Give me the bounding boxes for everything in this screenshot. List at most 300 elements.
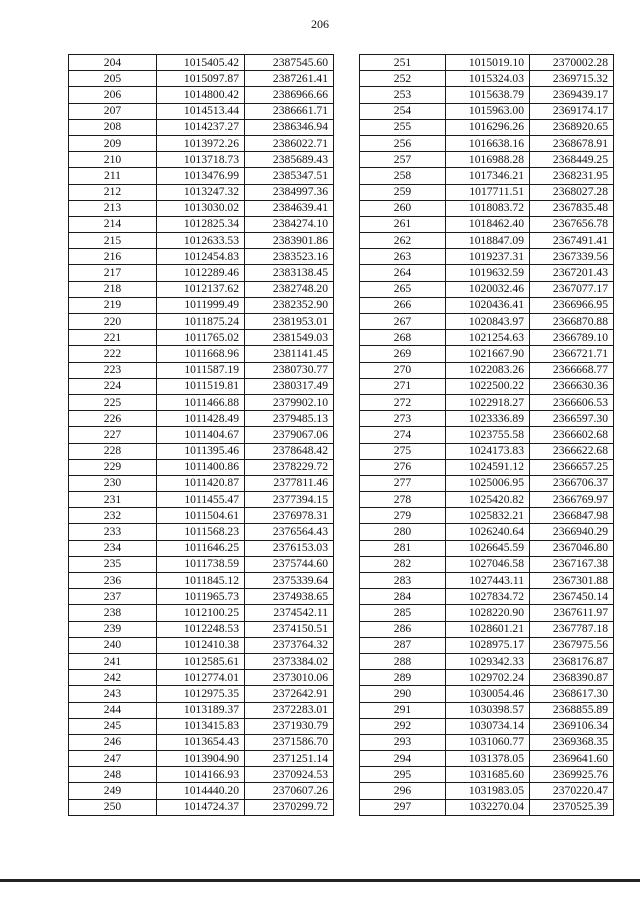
y-coordinate-cell: 2374542.11 [245, 605, 334, 621]
table-row [69, 540, 334, 556]
x-coordinate-cell: 1011400.86 [157, 459, 245, 475]
y-coordinate-cell: 2367167.38 [530, 556, 614, 572]
y-coordinate-cell: 2380730.77 [245, 362, 334, 378]
y-coordinate-cell: 2382748.20 [245, 281, 334, 297]
x-coordinate-cell: 1014724.37 [157, 799, 245, 815]
point-number-cell: 266 [360, 297, 446, 313]
x-coordinate-cell: 1011646.25 [157, 540, 245, 556]
point-number-cell: 253 [360, 87, 446, 103]
point-number-cell: 254 [360, 103, 446, 119]
x-coordinate-cell: 1028975.17 [446, 637, 530, 653]
y-coordinate-cell: 2386661.71 [245, 103, 334, 119]
point-number-cell: 241 [69, 653, 157, 669]
point-number-cell: 286 [360, 621, 446, 637]
point-number-cell: 258 [360, 168, 446, 184]
x-coordinate-cell: 1011875.24 [157, 314, 245, 330]
y-coordinate-cell: 2377394.15 [245, 492, 334, 508]
point-number-cell: 257 [360, 152, 446, 168]
x-coordinate-cell: 1011765.02 [157, 330, 245, 346]
x-coordinate-cell: 1011965.73 [157, 589, 245, 605]
y-coordinate-cell: 2367975.56 [530, 637, 614, 653]
table-row [69, 184, 334, 200]
table-row [360, 233, 614, 249]
table-row [69, 346, 334, 362]
y-coordinate-cell: 2368231.95 [530, 168, 614, 184]
table-row [360, 281, 614, 297]
y-coordinate-cell: 2386966.66 [245, 87, 334, 103]
point-number-cell: 205 [69, 71, 157, 87]
y-coordinate-cell: 2372642.91 [245, 686, 334, 702]
y-coordinate-cell: 2376153.03 [245, 540, 334, 556]
y-coordinate-cell: 2368855.89 [530, 702, 614, 718]
table-row [69, 394, 334, 410]
x-coordinate-cell: 1029342.33 [446, 653, 530, 669]
y-coordinate-cell: 2385689.43 [245, 152, 334, 168]
point-number-cell: 283 [360, 573, 446, 589]
point-number-cell: 233 [69, 524, 157, 540]
x-coordinate-cell: 1015324.03 [446, 71, 530, 87]
table-row [360, 135, 614, 151]
point-number-cell: 260 [360, 200, 446, 216]
table-row [360, 670, 614, 686]
table-row [360, 767, 614, 783]
y-coordinate-cell: 2369925.76 [530, 767, 614, 783]
table-row [69, 411, 334, 427]
x-coordinate-cell: 1012774.01 [157, 670, 245, 686]
x-coordinate-cell: 1015405.42 [157, 55, 245, 71]
x-coordinate-cell: 1031378.05 [446, 751, 530, 767]
table-row [360, 103, 614, 119]
point-number-cell: 284 [360, 589, 446, 605]
y-coordinate-cell: 2369174.17 [530, 103, 614, 119]
x-coordinate-cell: 1013904.90 [157, 751, 245, 767]
y-coordinate-cell: 2367787.18 [530, 621, 614, 637]
table-row [69, 702, 334, 718]
table-row [69, 686, 334, 702]
point-number-cell: 269 [360, 346, 446, 362]
y-coordinate-cell: 2366606.53 [530, 394, 614, 410]
x-coordinate-cell: 1031060.77 [446, 734, 530, 750]
x-coordinate-cell: 1014237.27 [157, 119, 245, 135]
table-row [69, 297, 334, 313]
y-coordinate-cell: 2379485.13 [245, 411, 334, 427]
x-coordinate-cell: 1013972.26 [157, 135, 245, 151]
y-coordinate-cell: 2370924.53 [245, 767, 334, 783]
point-number-cell: 220 [69, 314, 157, 330]
y-coordinate-cell: 2383901.86 [245, 233, 334, 249]
table-row [69, 443, 334, 459]
point-number-cell: 267 [360, 314, 446, 330]
point-number-cell: 210 [69, 152, 157, 168]
x-coordinate-cell: 1022083.26 [446, 362, 530, 378]
x-coordinate-cell: 1012975.35 [157, 686, 245, 702]
x-coordinate-cell: 1025832.21 [446, 508, 530, 524]
y-coordinate-cell: 2366602.68 [530, 427, 614, 443]
table-row [360, 265, 614, 281]
x-coordinate-cell: 1025420.82 [446, 492, 530, 508]
table-row [69, 281, 334, 297]
y-coordinate-cell: 2384997.36 [245, 184, 334, 200]
y-coordinate-cell: 2366721.71 [530, 346, 614, 362]
table-row [360, 330, 614, 346]
y-coordinate-cell: 2379902.10 [245, 394, 334, 410]
table-row [69, 573, 334, 589]
table-row [69, 135, 334, 151]
page-number: 206 [311, 17, 329, 31]
y-coordinate-cell: 2379067.06 [245, 427, 334, 443]
point-number-cell: 240 [69, 637, 157, 653]
x-coordinate-cell: 1015963.00 [446, 103, 530, 119]
point-number-cell: 297 [360, 799, 446, 815]
x-coordinate-cell: 1017711.51 [446, 184, 530, 200]
point-number-cell: 251 [360, 55, 446, 71]
x-coordinate-cell: 1020436.41 [446, 297, 530, 313]
point-number-cell: 264 [360, 265, 446, 281]
x-coordinate-cell: 1011738.59 [157, 556, 245, 572]
table-row [69, 216, 334, 232]
y-coordinate-cell: 2381141.45 [245, 346, 334, 362]
point-number-cell: 237 [69, 589, 157, 605]
table-row [69, 524, 334, 540]
x-coordinate-cell: 1012100.25 [157, 605, 245, 621]
point-number-cell: 209 [69, 135, 157, 151]
x-coordinate-cell: 1011428.49 [157, 411, 245, 427]
y-coordinate-cell: 2371930.79 [245, 718, 334, 734]
table-row [360, 718, 614, 734]
point-number-cell: 206 [69, 87, 157, 103]
x-coordinate-cell: 1022500.22 [446, 378, 530, 394]
y-coordinate-cell: 2375744.60 [245, 556, 334, 572]
table-row [69, 556, 334, 572]
table-row [69, 330, 334, 346]
table-row [360, 184, 614, 200]
table-row [360, 314, 614, 330]
y-coordinate-cell: 2377811.46 [245, 475, 334, 491]
x-coordinate-cell: 1012248.53 [157, 621, 245, 637]
y-coordinate-cell: 2367046.80 [530, 540, 614, 556]
y-coordinate-cell: 2385347.51 [245, 168, 334, 184]
x-coordinate-cell: 1012585.61 [157, 653, 245, 669]
x-coordinate-cell: 1028601.21 [446, 621, 530, 637]
table-row [69, 637, 334, 653]
x-coordinate-cell: 1024591.12 [446, 459, 530, 475]
y-coordinate-cell: 2366706.37 [530, 475, 614, 491]
table-row [360, 362, 614, 378]
table-row [360, 394, 614, 410]
table-row [69, 589, 334, 605]
x-coordinate-cell: 1018462.40 [446, 216, 530, 232]
point-number-cell: 273 [360, 411, 446, 427]
x-coordinate-cell: 1013718.73 [157, 152, 245, 168]
y-coordinate-cell: 2381953.01 [245, 314, 334, 330]
y-coordinate-cell: 2374938.65 [245, 589, 334, 605]
point-number-cell: 259 [360, 184, 446, 200]
point-number-cell: 211 [69, 168, 157, 184]
y-coordinate-cell: 2367450.14 [530, 589, 614, 605]
y-coordinate-cell: 2366847.98 [530, 508, 614, 524]
point-number-cell: 230 [69, 475, 157, 491]
y-coordinate-cell: 2373010.06 [245, 670, 334, 686]
x-coordinate-cell: 1016296.26 [446, 119, 530, 135]
point-number-cell: 219 [69, 297, 157, 313]
point-number-cell: 231 [69, 492, 157, 508]
point-number-cell: 229 [69, 459, 157, 475]
point-number-cell: 214 [69, 216, 157, 232]
point-number-cell: 272 [360, 394, 446, 410]
y-coordinate-cell: 2380317.49 [245, 378, 334, 394]
x-coordinate-cell: 1031983.05 [446, 783, 530, 799]
point-number-cell: 208 [69, 119, 157, 135]
x-coordinate-cell: 1011395.46 [157, 443, 245, 459]
point-number-cell: 238 [69, 605, 157, 621]
y-coordinate-cell: 2381549.03 [245, 330, 334, 346]
x-coordinate-cell: 1011999.49 [157, 297, 245, 313]
table-row [69, 87, 334, 103]
y-coordinate-cell: 2374150.51 [245, 621, 334, 637]
x-coordinate-cell: 1011568.23 [157, 524, 245, 540]
y-coordinate-cell: 2372283.01 [245, 702, 334, 718]
x-coordinate-cell: 1016638.16 [446, 135, 530, 151]
table-row [360, 346, 614, 362]
table-row [69, 718, 334, 734]
y-coordinate-cell: 2383523.16 [245, 249, 334, 265]
x-coordinate-cell: 1012137.62 [157, 281, 245, 297]
table-row [69, 621, 334, 637]
table-row [360, 200, 614, 216]
y-coordinate-cell: 2382352.90 [245, 297, 334, 313]
point-number-cell: 234 [69, 540, 157, 556]
point-number-cell: 274 [360, 427, 446, 443]
point-number-cell: 290 [360, 686, 446, 702]
x-coordinate-cell: 1012289.46 [157, 265, 245, 281]
x-coordinate-cell: 1020032.46 [446, 281, 530, 297]
x-coordinate-cell: 1018847.09 [446, 233, 530, 249]
table-row [360, 71, 614, 87]
y-coordinate-cell: 2375339.64 [245, 573, 334, 589]
table-row [360, 540, 614, 556]
point-number-cell: 216 [69, 249, 157, 265]
y-coordinate-cell: 2369106.34 [530, 718, 614, 734]
table-row [360, 589, 614, 605]
table-row [360, 216, 614, 232]
y-coordinate-cell: 2378648.42 [245, 443, 334, 459]
y-coordinate-cell: 2366789.10 [530, 330, 614, 346]
point-number-cell: 242 [69, 670, 157, 686]
table-row [360, 621, 614, 637]
table-row [360, 378, 614, 394]
point-number-cell: 221 [69, 330, 157, 346]
bottom-rule [0, 879, 640, 882]
x-coordinate-cell: 1019237.31 [446, 249, 530, 265]
x-coordinate-cell: 1032270.04 [446, 799, 530, 815]
y-coordinate-cell: 2370299.72 [245, 799, 334, 815]
y-coordinate-cell: 2366668.77 [530, 362, 614, 378]
x-coordinate-cell: 1021667.90 [446, 346, 530, 362]
y-coordinate-cell: 2366630.36 [530, 378, 614, 394]
x-coordinate-cell: 1023336.89 [446, 411, 530, 427]
x-coordinate-cell: 1011587.19 [157, 362, 245, 378]
y-coordinate-cell: 2370607.26 [245, 783, 334, 799]
point-number-cell: 287 [360, 637, 446, 653]
point-number-cell: 285 [360, 605, 446, 621]
table-row [69, 378, 334, 394]
point-number-cell: 280 [360, 524, 446, 540]
y-coordinate-cell: 2368176.87 [530, 653, 614, 669]
y-coordinate-cell: 2386346.94 [245, 119, 334, 135]
table-row [360, 152, 614, 168]
point-number-cell: 294 [360, 751, 446, 767]
point-number-cell: 235 [69, 556, 157, 572]
table-row [360, 249, 614, 265]
table-row [360, 297, 614, 313]
x-coordinate-cell: 1027834.72 [446, 589, 530, 605]
x-coordinate-cell: 1019632.59 [446, 265, 530, 281]
point-number-cell: 268 [360, 330, 446, 346]
x-coordinate-cell: 1014440.20 [157, 783, 245, 799]
table-row [69, 168, 334, 184]
point-number-cell: 212 [69, 184, 157, 200]
table-row [69, 233, 334, 249]
point-number-cell: 223 [69, 362, 157, 378]
point-number-cell: 217 [69, 265, 157, 281]
x-coordinate-cell: 1013247.32 [157, 184, 245, 200]
point-number-cell: 261 [360, 216, 446, 232]
point-number-cell: 239 [69, 621, 157, 637]
x-coordinate-cell: 1015638.79 [446, 87, 530, 103]
point-number-cell: 247 [69, 751, 157, 767]
y-coordinate-cell: 2378229.72 [245, 459, 334, 475]
point-number-cell: 213 [69, 200, 157, 216]
point-number-cell: 271 [360, 378, 446, 394]
y-coordinate-cell: 2366966.95 [530, 297, 614, 313]
point-number-cell: 252 [360, 71, 446, 87]
point-number-cell: 291 [360, 702, 446, 718]
point-number-cell: 207 [69, 103, 157, 119]
point-number-cell: 245 [69, 718, 157, 734]
x-coordinate-cell: 1030734.14 [446, 718, 530, 734]
x-coordinate-cell: 1030054.46 [446, 686, 530, 702]
x-coordinate-cell: 1021254.63 [446, 330, 530, 346]
table-row [69, 492, 334, 508]
point-number-cell: 228 [69, 443, 157, 459]
table-row [69, 427, 334, 443]
x-coordinate-cell: 1011845.12 [157, 573, 245, 589]
y-coordinate-cell: 2368449.25 [530, 152, 614, 168]
y-coordinate-cell: 2367491.41 [530, 233, 614, 249]
table-row [360, 524, 614, 540]
x-coordinate-cell: 1028220.90 [446, 605, 530, 621]
table-row [360, 55, 614, 71]
table-row [69, 475, 334, 491]
table-row [360, 637, 614, 653]
x-coordinate-cell: 1029702.24 [446, 670, 530, 686]
x-coordinate-cell: 1013654.43 [157, 734, 245, 750]
y-coordinate-cell: 2369641.60 [530, 751, 614, 767]
x-coordinate-cell: 1011504.61 [157, 508, 245, 524]
table-row [69, 200, 334, 216]
y-coordinate-cell: 2366622.68 [530, 443, 614, 459]
table-row [69, 265, 334, 281]
table-row [69, 103, 334, 119]
y-coordinate-cell: 2373384.02 [245, 653, 334, 669]
point-number-cell: 277 [360, 475, 446, 491]
y-coordinate-cell: 2366657.25 [530, 459, 614, 475]
y-coordinate-cell: 2370002.28 [530, 55, 614, 71]
point-number-cell: 248 [69, 767, 157, 783]
table-row [360, 508, 614, 524]
y-coordinate-cell: 2367656.78 [530, 216, 614, 232]
x-coordinate-cell: 1025006.95 [446, 475, 530, 491]
table-row [360, 168, 614, 184]
x-coordinate-cell: 1014166.93 [157, 767, 245, 783]
x-coordinate-cell: 1017346.21 [446, 168, 530, 184]
point-number-cell: 275 [360, 443, 446, 459]
x-coordinate-cell: 1031685.60 [446, 767, 530, 783]
point-number-cell: 227 [69, 427, 157, 443]
table-row [69, 314, 334, 330]
table-row [69, 508, 334, 524]
x-coordinate-cell: 1027443.11 [446, 573, 530, 589]
y-coordinate-cell: 2373764.32 [245, 637, 334, 653]
y-coordinate-cell: 2367077.17 [530, 281, 614, 297]
point-number-cell: 270 [360, 362, 446, 378]
point-number-cell: 215 [69, 233, 157, 249]
y-coordinate-cell: 2386022.71 [245, 135, 334, 151]
x-coordinate-cell: 1013415.83 [157, 718, 245, 734]
table-row [69, 751, 334, 767]
y-coordinate-cell: 2366940.29 [530, 524, 614, 540]
x-coordinate-cell: 1012825.34 [157, 216, 245, 232]
x-coordinate-cell: 1013030.02 [157, 200, 245, 216]
y-coordinate-cell: 2367301.88 [530, 573, 614, 589]
point-number-cell: 296 [360, 783, 446, 799]
x-coordinate-cell: 1012454.83 [157, 249, 245, 265]
point-number-cell: 263 [360, 249, 446, 265]
y-coordinate-cell: 2368678.91 [530, 135, 614, 151]
table-row [360, 427, 614, 443]
table-row [69, 362, 334, 378]
x-coordinate-cell: 1027046.58 [446, 556, 530, 572]
table-row [69, 799, 334, 815]
y-coordinate-cell: 2387261.41 [245, 71, 334, 87]
y-coordinate-cell: 2387545.60 [245, 55, 334, 71]
y-coordinate-cell: 2368920.65 [530, 119, 614, 135]
point-number-cell: 226 [69, 411, 157, 427]
table-row [69, 152, 334, 168]
x-coordinate-cell: 1011455.47 [157, 492, 245, 508]
table-row [360, 87, 614, 103]
y-coordinate-cell: 2367611.97 [530, 605, 614, 621]
point-number-cell: 282 [360, 556, 446, 572]
y-coordinate-cell: 2384639.41 [245, 200, 334, 216]
y-coordinate-cell: 2366870.88 [530, 314, 614, 330]
y-coordinate-cell: 2367201.43 [530, 265, 614, 281]
x-coordinate-cell: 1030398.57 [446, 702, 530, 718]
y-coordinate-cell: 2371586.70 [245, 734, 334, 750]
point-number-cell: 249 [69, 783, 157, 799]
point-number-cell: 244 [69, 702, 157, 718]
table-row [69, 605, 334, 621]
table-row [360, 751, 614, 767]
table-row [69, 119, 334, 135]
point-number-cell: 293 [360, 734, 446, 750]
table-row [69, 670, 334, 686]
x-coordinate-cell: 1022918.27 [446, 394, 530, 410]
x-coordinate-cell: 1020843.97 [446, 314, 530, 330]
table-row [69, 459, 334, 475]
table-row [69, 767, 334, 783]
table-row [360, 783, 614, 799]
